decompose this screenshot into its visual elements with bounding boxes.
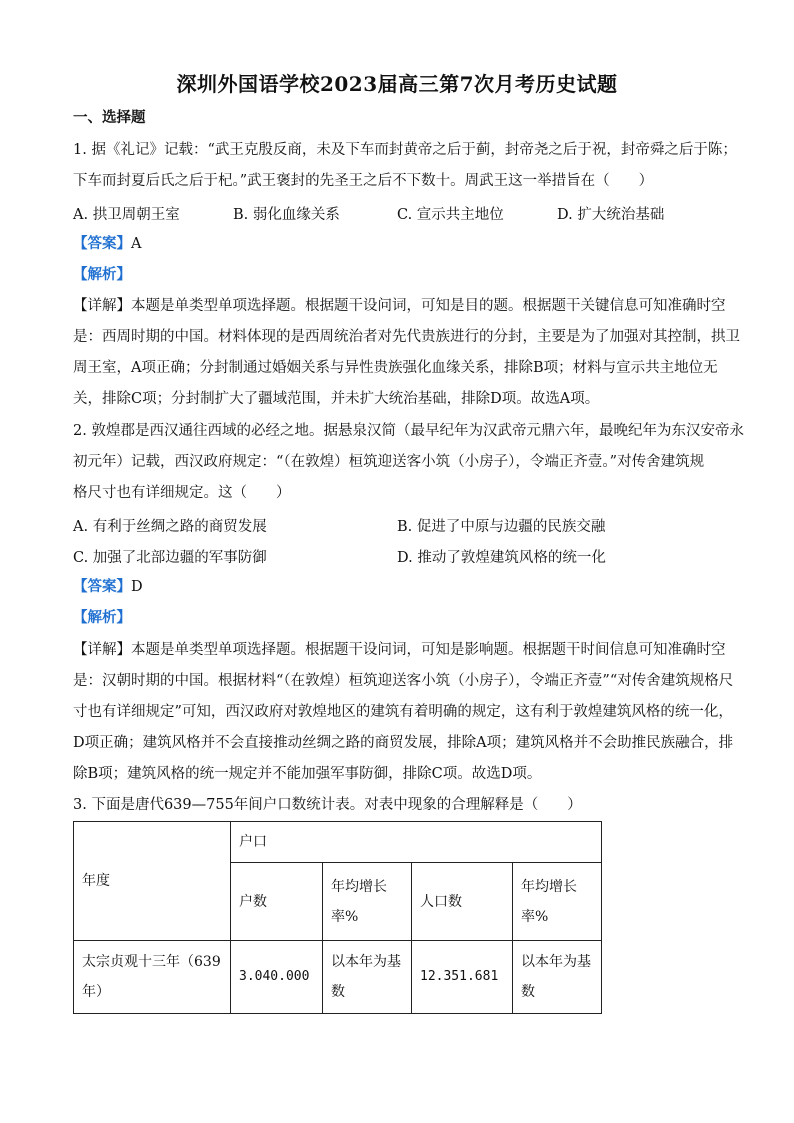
- q1-stem-line-1: 1. 据《礼记》记载：“武王克殷反商，未及下车而封黄帝之后于蓟，封帝尧之后于祝，封帝舜之后于陈；: [73, 142, 737, 158]
- q2-detail-line-1: 【详解】本题是单类型单项选择题。根据题干设问词，可知是影响题。根据题干时间信息可知准确时空: [73, 642, 726, 658]
- answer-tag: 【答案】: [73, 235, 131, 252]
- q1-stem-line-2: 下车而封夏后氏之后于杞。”武王褒封的先圣王之后不下数十。周武王这一举措旨在（ ）: [73, 173, 654, 189]
- group-header: 户口: [231, 822, 602, 863]
- cell-households: 3.040.000: [231, 941, 323, 1014]
- q2-stem-line-2: 初元年）记载，西汉政府规定：“（在敦煌）桓筑迎送客小筑（小房子），令端正齐壹。”对传舍建筑规: [73, 454, 705, 470]
- page-title: 深圳外国语学校2023届高三第7次月考历史试题: [176, 72, 618, 96]
- q1-analysis-heading: [73, 265, 723, 285]
- q1-option-b: B. 弱化血缘关系: [233, 207, 340, 223]
- year-header: 年度: [74, 822, 231, 941]
- col-households: 户数: [231, 863, 323, 941]
- table-row: [74, 941, 602, 1014]
- q1-detail-line-2: 是：西周时期的中国。材料体现的是西周统治者对先代贵族进行的分封，主要是为了加强对其控制，拱卫: [73, 329, 740, 345]
- cell-population: 12.351.681: [412, 941, 513, 1014]
- col-population-growth: 年均增长率%: [513, 863, 602, 941]
- household-statistics-table: [73, 821, 602, 1014]
- q2-option-b: B. 促进了中原与边疆的民族交融: [397, 519, 606, 535]
- q2-stem-line-1: 2. 敦煌郡是西汉通往西域的必经之地。据悬泉汉简（最早纪年为汉武帝元鼎六年，最晚纪年为东汉安帝永: [73, 423, 744, 439]
- cell-year: 太宗贞观十三年（639年）: [74, 941, 231, 1014]
- cell-population-growth: 以本年为基数: [513, 941, 602, 1014]
- analysis-tag: 【解析】: [73, 266, 131, 283]
- q2-detail-line-3: 寸也有详细规定”可知，西汉政府对敦煌地区的建筑有着明确的规定，这有利于敦煌建筑风格的统一化，: [73, 704, 733, 720]
- q1-option-d: D. 扩大统治基础: [557, 207, 665, 223]
- col-household-growth: 年均增长率%: [323, 863, 412, 941]
- q2-detail-line-5: 除B项；建筑风格的统一规定并不能加强军事防御，排除C项。故选D项。: [73, 766, 542, 782]
- q1-option-a: A. 拱卫周朝王室: [73, 207, 180, 223]
- answer-value: D: [131, 579, 143, 595]
- q2-answer: [73, 577, 723, 597]
- section-heading: 一、选择题: [73, 109, 146, 126]
- q2-stem-line-3: 格尺寸也有详细规定。这（ ）: [73, 485, 291, 501]
- q2-detail-line-4: D项正确；建筑风格并不会直接推动丝绸之路的商贸发展，排除A项；建筑风格并不会助推民族融合，排: [73, 735, 734, 751]
- q2-option-c: C. 加强了北部边疆的军事防御: [73, 550, 267, 566]
- q2-detail-line-2: 是：汉朝时期的中国。根据材料“（在敦煌）桓筑迎送客小筑（小房子），令端正齐壹”“对传舍建筑规格尺: [73, 673, 734, 689]
- q1-detail-line-1: 【详解】本题是单类型单项选择题。根据题干设问词，可知是目的题。根据题干关键信息可知准确时空: [73, 298, 726, 314]
- q2-option-d: D. 推动了敦煌建筑风格的统一化: [397, 550, 606, 566]
- col-population: 人口数: [412, 863, 513, 941]
- q2-option-a: A. 有利于丝绸之路的商贸发展: [73, 519, 267, 535]
- analysis-tag: 【解析】: [73, 609, 131, 626]
- answer-tag: 【答案】: [73, 578, 131, 595]
- q1-detail-line-3: 周王室，A项正确；分封制通过婚姻关系与异性贵族强化血缘关系，排除B项；材料与宣示共主地位无: [73, 360, 718, 376]
- q1-detail-line-4: 关，排除C项；分封制扩大了疆域范围，并未扩大统治基础，排除D项。故选A项。: [73, 391, 600, 407]
- q3-stem: 3. 下面是唐代639—755年间户口数统计表。对表中现象的合理解释是（ ）: [73, 797, 582, 813]
- answer-value: A: [131, 236, 142, 252]
- q1-option-c: C. 宣示共主地位: [397, 207, 504, 223]
- q2-analysis-heading: [73, 608, 723, 628]
- cell-household-growth: 以本年为基数: [323, 941, 412, 1014]
- q1-answer: [73, 234, 723, 254]
